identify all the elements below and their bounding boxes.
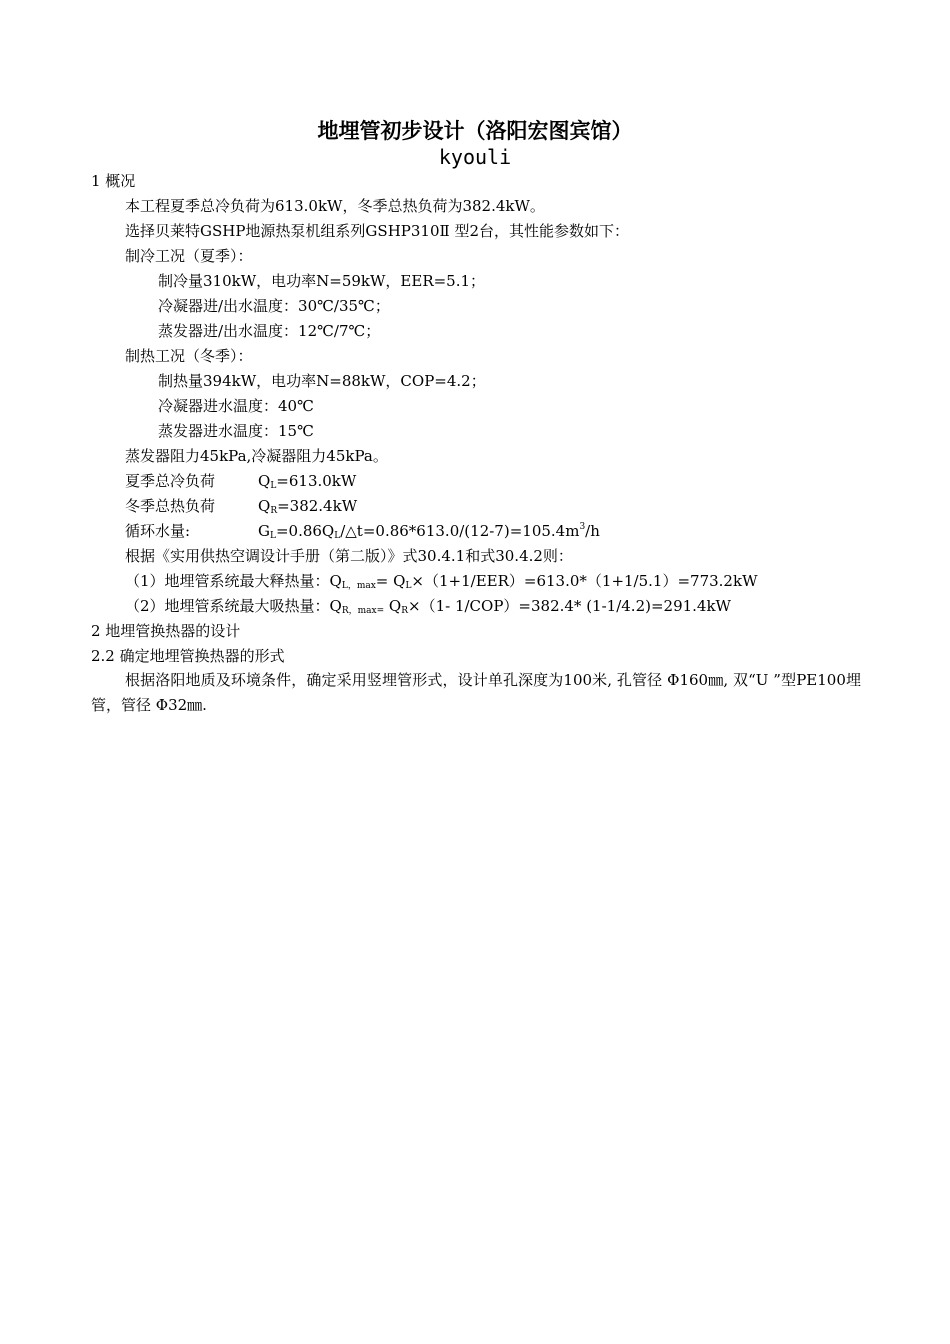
document-title: 地埋管初步设计（洛阳宏图宾馆） — [317, 119, 633, 143]
resistance-spec: 蒸发器阻力45kPa,冷凝器阻力45kPa。 — [125, 447, 388, 465]
reference-note: 根据《实用供热空调设计手册（第二版）》式30.4.1和式30.4.2则： — [125, 547, 573, 565]
water-flow-row: 循环水量: $G_L=0.86Q_L/\triangle t=0.86*613.0/(12-7)=105.4m^3/h$ — [125, 522, 600, 541]
formula-max-absorb: （2）地埋管系统最大吸热量：$Q_{R,max=}$ $Q_R\times(1-$ 1/COP）=382.4* (1-1/4.2)=291.4kW — [125, 597, 731, 616]
formula-max-release: （1）地埋管系统最大释热量：$Q_{L,max}= Q_L\times(1+1/EER)=613.0*(1+1/5.1)=773.2kW$ — [125, 572, 758, 591]
cooling-spec: 冷凝器进/出水温度：30℃/35℃； — [158, 297, 390, 315]
heating-spec: 蒸发器进水温度：15℃ — [158, 422, 314, 440]
design-paragraph: 根据洛阳地质及环境条件，确定采用竖埋管形式，设计单孔深度为100米, 孔管径 Φ160㎜, 双“U ”型PE100埋管，管径 Φ32㎜. — [91, 671, 861, 714]
heating-spec: 冷凝器进水温度：40℃ — [158, 397, 314, 415]
heating-spec: 制热量394kW，电功率N=88kW，COP=4.2； — [158, 372, 486, 390]
summer-load-label: 夏季总冷负荷 — [125, 472, 216, 490]
water-flow-label: 循环水量: — [125, 522, 191, 540]
cooling-spec: 制冷量310kW，电功率N=59kW，EER=5.1； — [158, 272, 486, 290]
winter-load-label: 冬季总热负荷 — [125, 497, 216, 515]
summer-load-row: 夏季总冷负荷 $Q_L=613.0kW$ — [125, 472, 357, 491]
unit-selection: 选择贝莱特GSHP地源热泵机组系列GSHP310Ⅱ 型2台，其性能参数如下： — [125, 222, 630, 240]
cooling-condition-title: 制冷工况（夏季）： — [125, 247, 253, 265]
document-subtitle: kyouli — [438, 145, 512, 169]
heating-condition-title: 制热工况（冬季）： — [125, 347, 253, 365]
subsection-heading-form: 2.2 确定地埋管换热器的形式 — [91, 647, 285, 665]
winter-load-row: 冬季总热负荷 $Q_R=382.4kW$ — [125, 497, 358, 516]
cooling-spec: 蒸发器进/出水温度：12℃/7℃； — [158, 322, 381, 340]
section-heading-overview: 1 概况 — [91, 172, 136, 190]
section-heading-design: 2 地埋管换热器的设计 — [91, 622, 241, 640]
load-summary: 本工程夏季总冷负荷为613.0kW，冬季总热负荷为382.4kW。 — [125, 197, 545, 215]
